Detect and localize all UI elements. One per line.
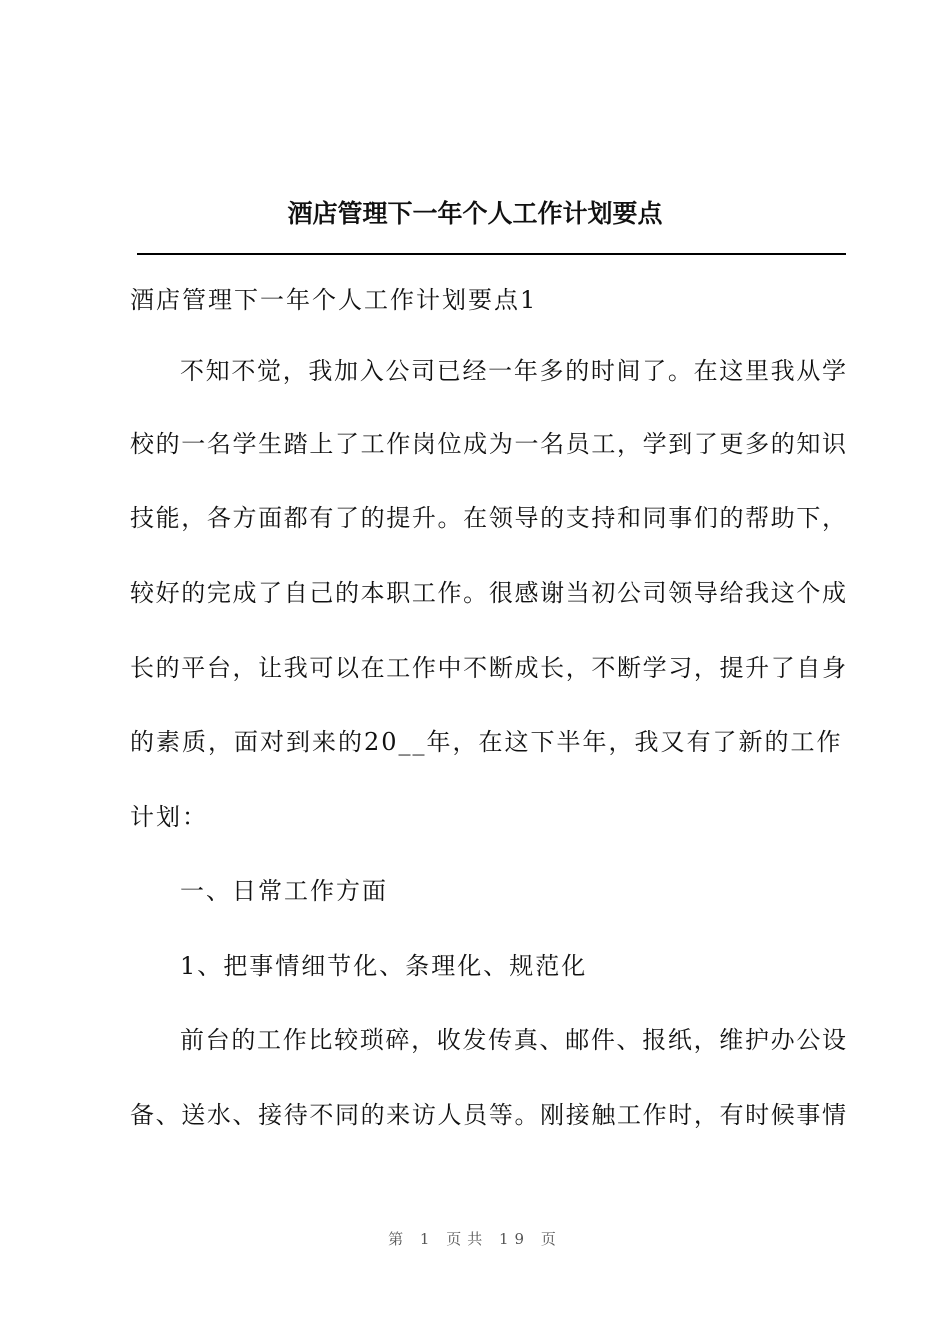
page-number-footer: 第 1 页共 19 页 <box>388 1230 562 1248</box>
title-divider <box>137 253 846 255</box>
paragraph-line: 不知不觉，我加入公司已经一年多的时间了。在这里我从学 <box>180 357 846 385</box>
paragraph-line: 前台的工作比较琐碎，收发传真、邮件、报纸，维护办公设 <box>180 1026 846 1054</box>
subheading-daily-work: 一、日常工作方面 <box>180 877 388 905</box>
paragraph-line: 的素质，面对到来的20__年，在这下半年，我又有了新的工作 <box>130 728 843 756</box>
paragraph-line: 计划： <box>130 803 208 831</box>
section-heading: 酒店管理下一年个人工作计划要点1 <box>130 286 538 314</box>
paragraph-line: 备、送水、接待不同的来访人员等。刚接触工作时，有时候事情 <box>130 1101 846 1129</box>
paragraph-line: 校的一名学生踏上了工作岗位成为一名员工，学到了更多的知识 <box>130 430 846 458</box>
paragraph-line: 技能，各方面都有了的提升。在领导的支持和同事们的帮助下， <box>130 504 846 532</box>
paragraph-line: 较好的完成了自己的本职工作。很感谢当初公司领导给我这个成 <box>130 579 846 607</box>
subheading-item-1: 1、把事情细节化、条理化、规范化 <box>180 952 588 980</box>
paragraph-line: 长的平台，让我可以在工作中不断成长，不断学习，提升了自身 <box>130 654 846 682</box>
document-title: 酒店管理下一年个人工作计划要点 <box>287 199 663 228</box>
